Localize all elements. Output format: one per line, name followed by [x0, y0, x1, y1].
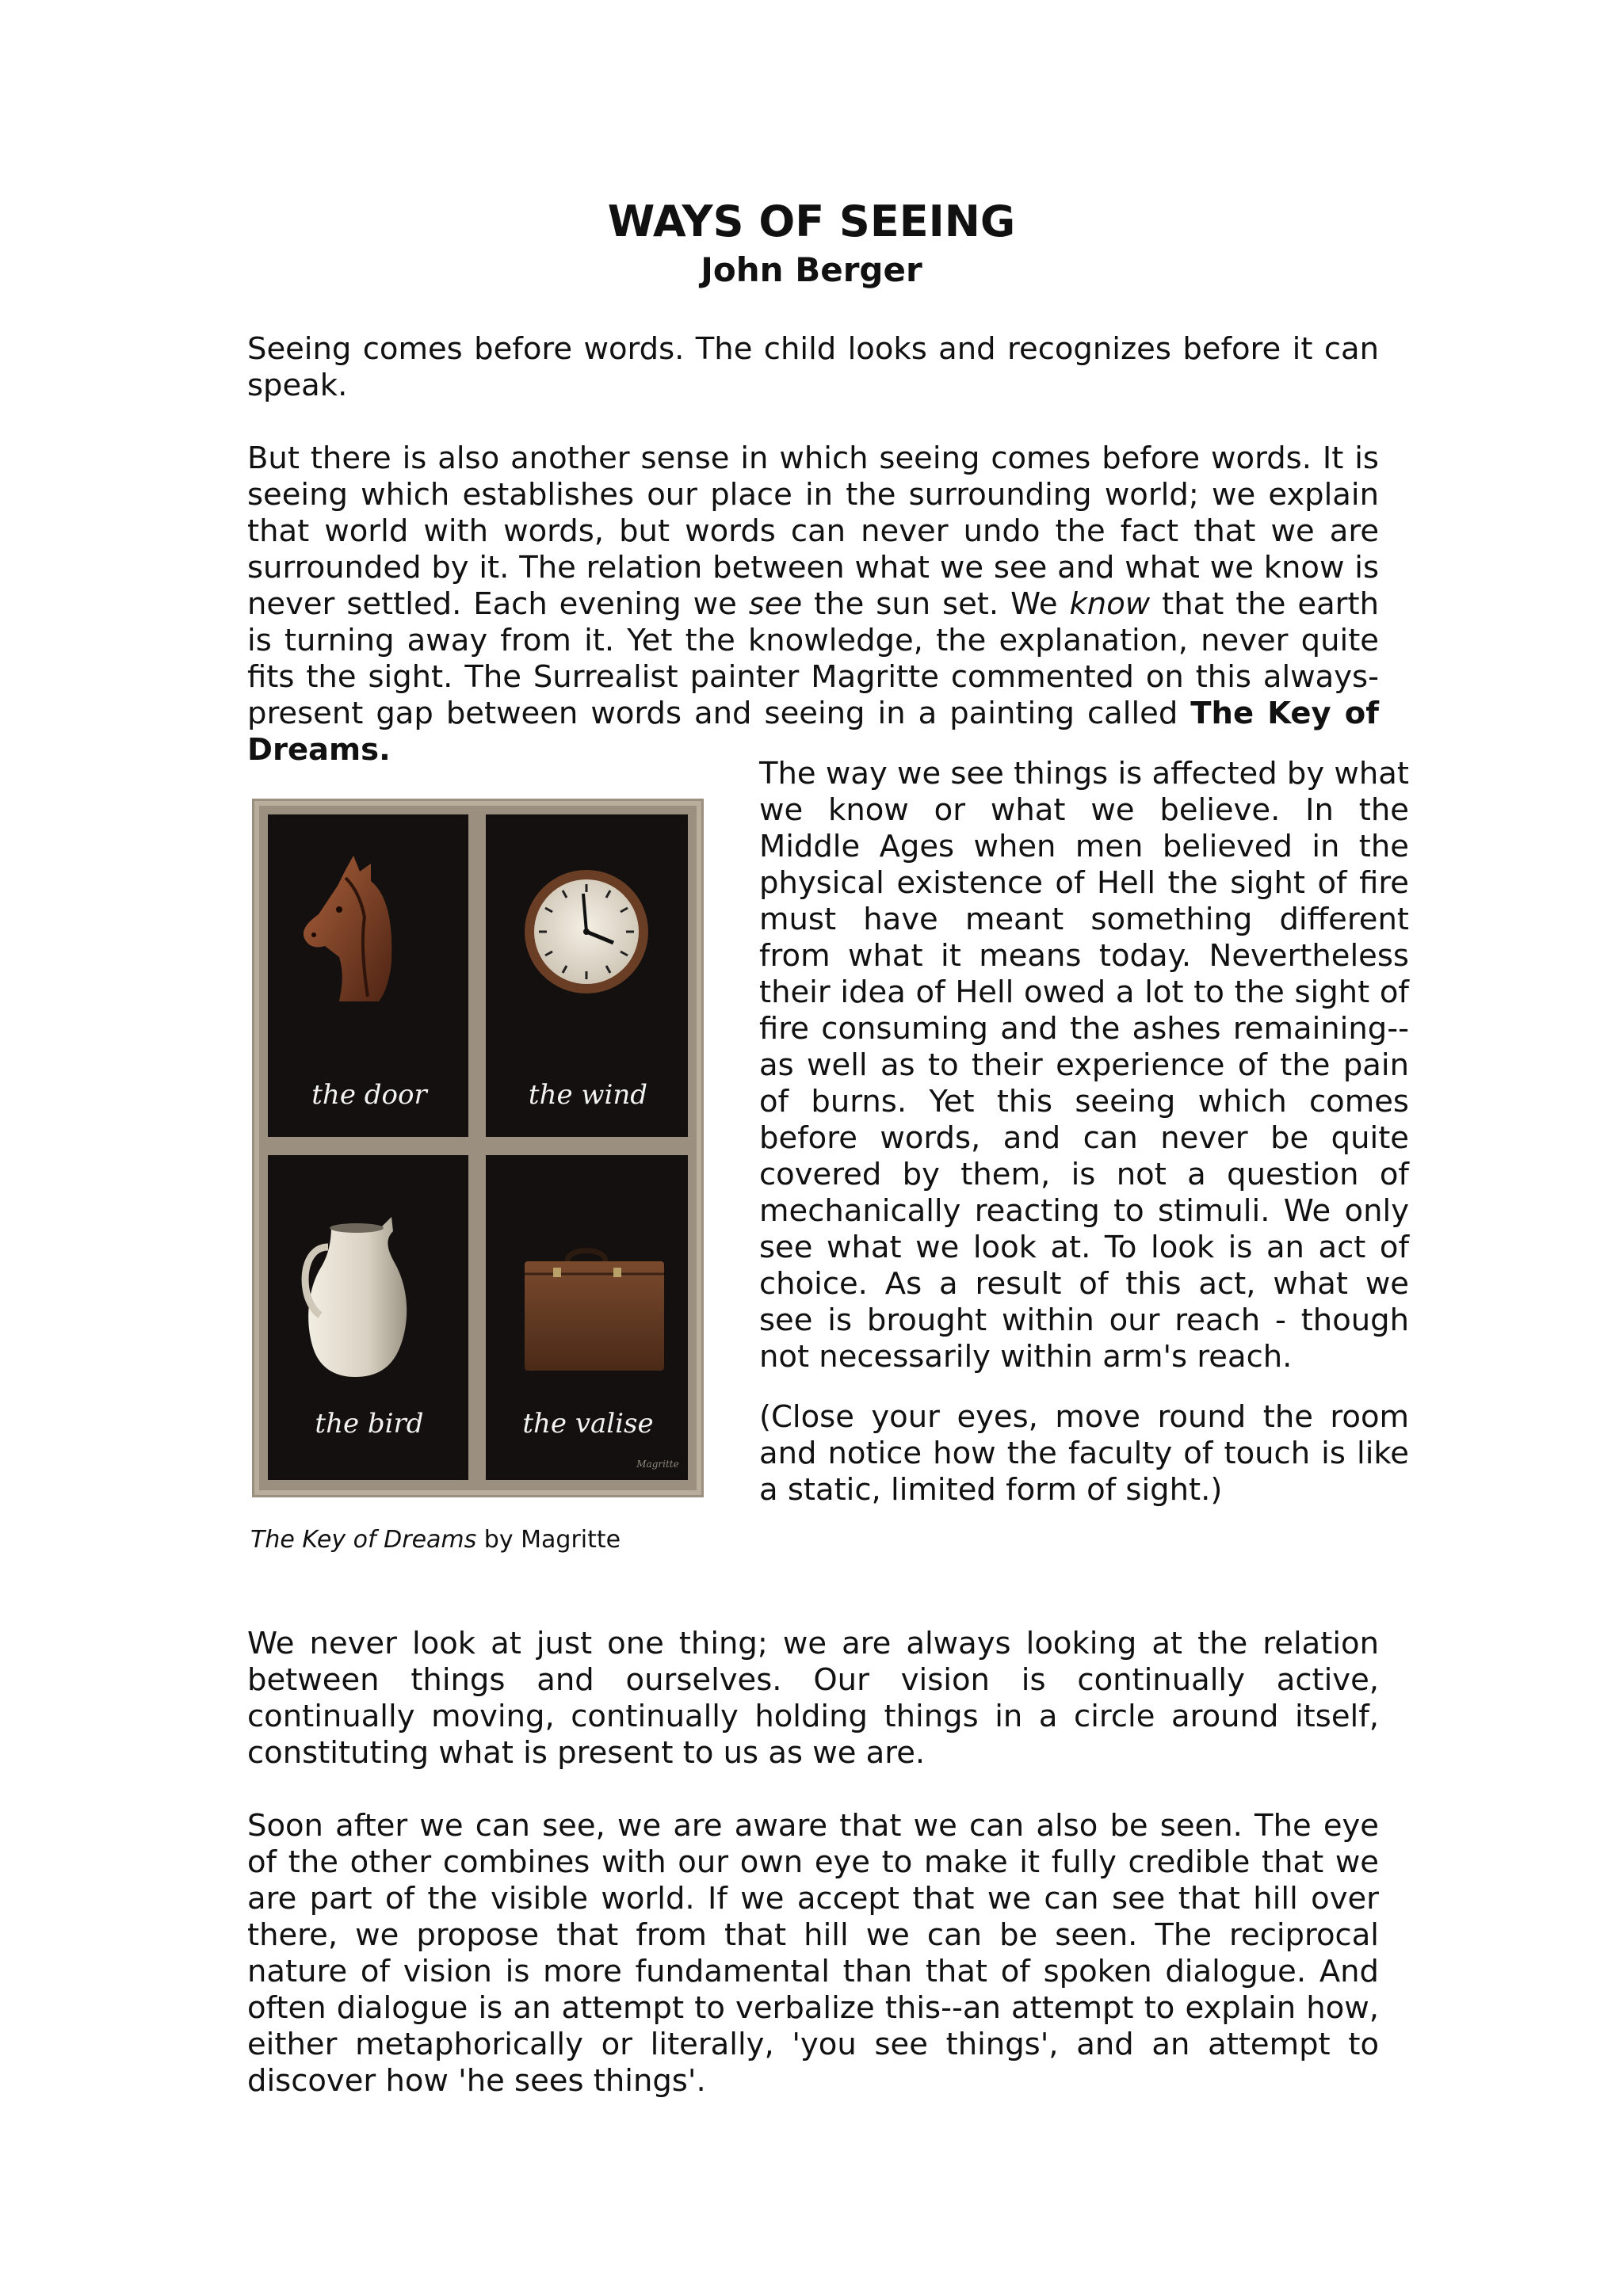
paragraph-5: We never look at just one thing; we are always looking at the relation between things and ourselves. Our vision is continually active, continually moving, continually holding things in a circle around itself, constituting what is present to us as we are. — [247, 1626, 1379, 1771]
emphasis-see: see — [748, 586, 803, 622]
paragraph-2 — [247, 441, 1379, 769]
painting-image — [252, 799, 704, 1497]
paragraph-4: (Close your eyes, move round the room and notice how the faculty of touch is like a static, limited form of sight.) — [759, 1399, 1409, 1508]
clock-icon — [525, 870, 648, 994]
label-the-valise: the valise — [522, 1408, 654, 1440]
label-the-door: the door — [311, 1079, 427, 1111]
paragraph-2-text-b: the sun set. We — [802, 586, 1070, 622]
paragraph-2-text-c: that the earth is turning away from it. Yet the knowledge, the explanation, never quite fits the sight. The Surrealist painter Magritte commented on this always-present gap between words and seeing in a painting called — [247, 586, 1380, 731]
paragraph-3: The way we see things is affected by what we know or what we believe. In the Middle Ages when men believed in the physical existence of Hell the sight of fire must have meant something different from what it means today. Nevertheless their idea of Hell owed a lot to the sight of fire consuming and the ashes remaining--as well as to their experience of the pain of burns. Yet this seeing which comes before words, and can never be quite covered by them, is not a question of mechanically reacting to stimuli. We only see what we look at. To look is an act of choice. As a result of this act, what we see is brought within our reach - though not necessarily within arm's reach. — [759, 756, 1409, 1375]
emphasis-know: know — [1069, 586, 1151, 622]
painting-key-of-dreams — [252, 799, 704, 1497]
page-title: WAYS OF SEEING — [607, 196, 1016, 246]
label-the-wind: the wind — [528, 1079, 648, 1111]
caption-byline: by Magritte — [476, 1526, 621, 1554]
paragraph-6: Soon after we can see, we are aware that we can also be seen. The eye of the other combines with our own eye to make it fully credible that we are part of the visible world. If we accept that we can see that hill over there, we propose that from that hill we can be seen. The reciprocal nature of vision is more fundamental than that of spoken dialogue. And often dialogue is an attempt to verbalize this--an attempt to explain how, either metaphorically or literally, 'you see things', and an attempt to discover how 'he sees things'. — [247, 1808, 1379, 2099]
paragraph-2-text-a: But there is also another sense in which seeing comes before words. It is seeing which establishes our place in the surrounding world; we explain that world with words, but words can never undo the fact that we are surrounded by it. The relation between what we see and what we know is never settled. Each evening we — [247, 441, 1379, 622]
painter-signature: Magritte — [636, 1459, 679, 1470]
valise-icon — [525, 1251, 664, 1371]
caption-title: The Key of Dreams — [250, 1526, 477, 1554]
paragraph-1: Seeing comes before words. The child looks and recognizes before it can speak. — [247, 331, 1379, 403]
figure-caption — [250, 1524, 621, 1556]
label-the-bird: the bird — [315, 1408, 424, 1440]
author-name: John Berger — [701, 250, 922, 289]
painting-title-bold: The Key of Dreams. — [247, 696, 1380, 768]
